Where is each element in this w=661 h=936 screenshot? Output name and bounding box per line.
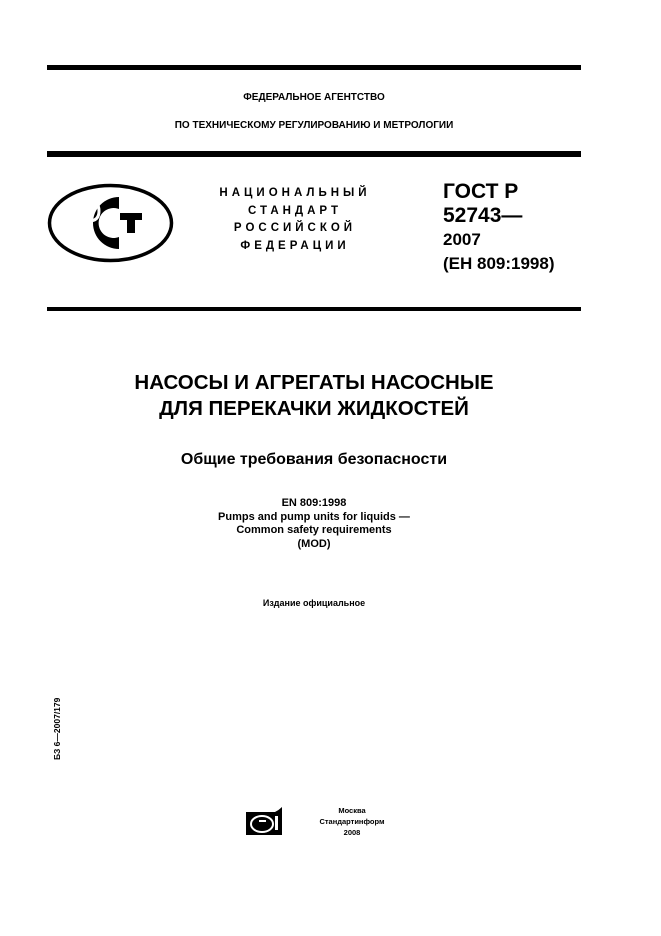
national-standard-line: РОССИЙСКОЙ	[233, 222, 357, 234]
en-line-1: EN 809:1998	[281, 497, 347, 509]
national-standard-line: СТАНДАРТ	[248, 204, 342, 217]
side-code: БЗ 6—2007/179	[52, 697, 62, 760]
edition-label: Издание официальное	[262, 598, 366, 608]
publisher-name: Стандартинформ	[319, 817, 385, 826]
publisher-year: 2008	[343, 828, 361, 837]
en-line-2: Pumps and pump units for liquids —	[218, 510, 410, 523]
document-title	[47, 370, 581, 422]
en-line-4: (MOD)	[297, 537, 331, 550]
en-line-3: Common safety requirements	[236, 524, 392, 536]
standartinform-logo-icon	[245, 806, 283, 841]
agency-line-2: ПО ТЕХНИЧЕСКОМУ РЕГУЛИРОВАНИЮ И МЕТРОЛОГИИ	[174, 120, 454, 131]
top-rule	[47, 65, 581, 70]
national-standard-label	[205, 185, 385, 255]
agency-line-1: ФЕДЕРАЛЬНОЕ АГЕНТСТВО	[243, 92, 385, 103]
rst-gost-logo-icon	[47, 183, 174, 268]
designation-line-4: (ЕН 809:1998)	[443, 254, 555, 273]
national-standard-line: НАЦИОНАЛЬНЫЙ	[219, 187, 371, 199]
header-rule	[47, 151, 581, 157]
designation-line-3: 2007	[443, 230, 481, 249]
publisher-city: Москва	[338, 806, 366, 815]
title-line-1: НАСОСЫ И АГРЕГАТЫ НАСОСНЫЕ	[134, 371, 494, 394]
designation-line-1: ГОСТ Р	[443, 180, 519, 203]
document-subtitle: Общие требования безопасности	[180, 451, 448, 468]
national-standard-line: ФЕДЕРАЦИИ	[240, 239, 350, 252]
title-line-2: ДЛЯ ПЕРЕКАЧКИ ЖИДКОСТЕЙ	[159, 397, 469, 420]
designation-line-2: 52743—	[443, 204, 523, 227]
standard-designation	[443, 180, 555, 276]
section-rule	[47, 307, 581, 311]
publisher-info	[312, 805, 392, 838]
english-reference	[47, 497, 581, 551]
